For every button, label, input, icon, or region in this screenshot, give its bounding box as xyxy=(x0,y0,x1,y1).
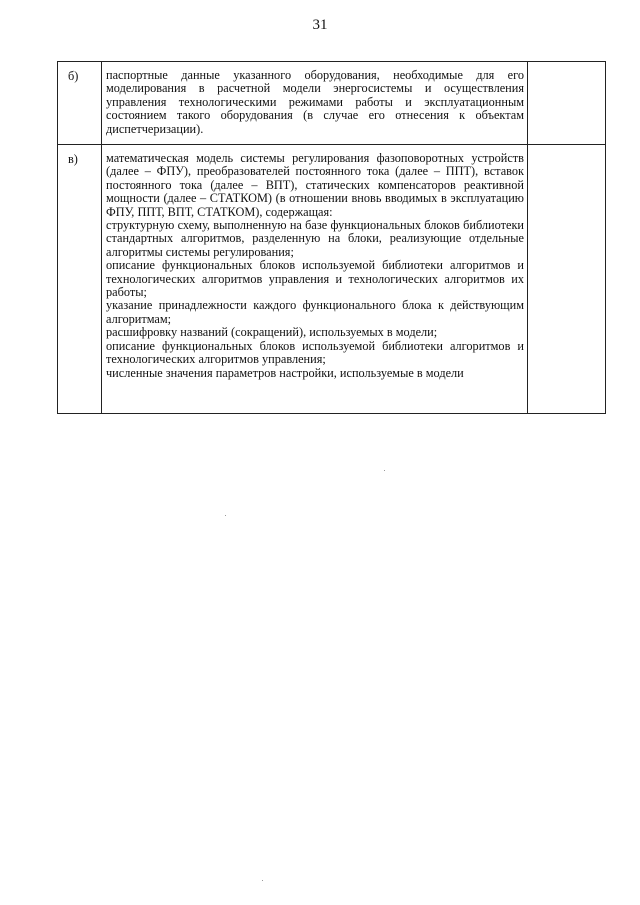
row-text xyxy=(102,62,528,145)
document-table xyxy=(57,61,606,414)
paragraph: указание принадлежности каждого функционального блока к действующим алгоритмам; xyxy=(106,298,524,326)
scan-speck xyxy=(262,880,263,881)
paragraph: расшифровку названий (сокращений), используемых в модели; xyxy=(106,325,438,340)
table-row xyxy=(58,62,606,145)
paragraph: численные значения параметров настройки, используемые в модели xyxy=(106,365,464,380)
row-letter: в) xyxy=(58,145,102,414)
paragraph: описание функциональных блоков используемой библиотеки алгоритмов и технологических алгоритмов управления и технологических алгоритмов их работы; xyxy=(106,258,524,300)
paragraph: структурную схему, выполненную на базе функциональных блоков библиотеки стандартных алгоритмов, разделенную на блоки, реализующие отдельные алгоритмы системы регулирования; xyxy=(106,218,524,259)
scan-speck xyxy=(225,515,226,516)
paragraph: математическая модель системы регулирования фазоповоротных устройств (далее – ФПУ), преобразователей постоянного тока (далее – ППТ), вставок постоянного тока (далее – ВПТ), статических компенсаторов реактивной мощности (далее – СТАТКОМ) (в отношении вновь вводимых в эксплуатацию ФПУ, ППТ, ВПТ, СТАТКОМ), содержащая: xyxy=(106,151,524,219)
page-number: 31 xyxy=(312,17,328,33)
scan-speck xyxy=(384,470,385,471)
row-text xyxy=(102,145,528,414)
paragraph: паспортные данные указанного оборудования, необходимые для его моделирования в расчетной модели энергосистемы и осуществления управления технологическими режимами работы и эксплуатационным состоянием такого оборудования (в случае его отнесения к объектам диспетчеризации). xyxy=(106,68,524,136)
empty-cell xyxy=(528,62,606,145)
table-row xyxy=(58,145,606,414)
row-letter: б) xyxy=(58,62,102,145)
paragraph: описание функциональных блоков используемой библиотеки алгоритмов и технологических алгоритмов управления; xyxy=(106,338,524,367)
empty-cell xyxy=(528,145,606,414)
